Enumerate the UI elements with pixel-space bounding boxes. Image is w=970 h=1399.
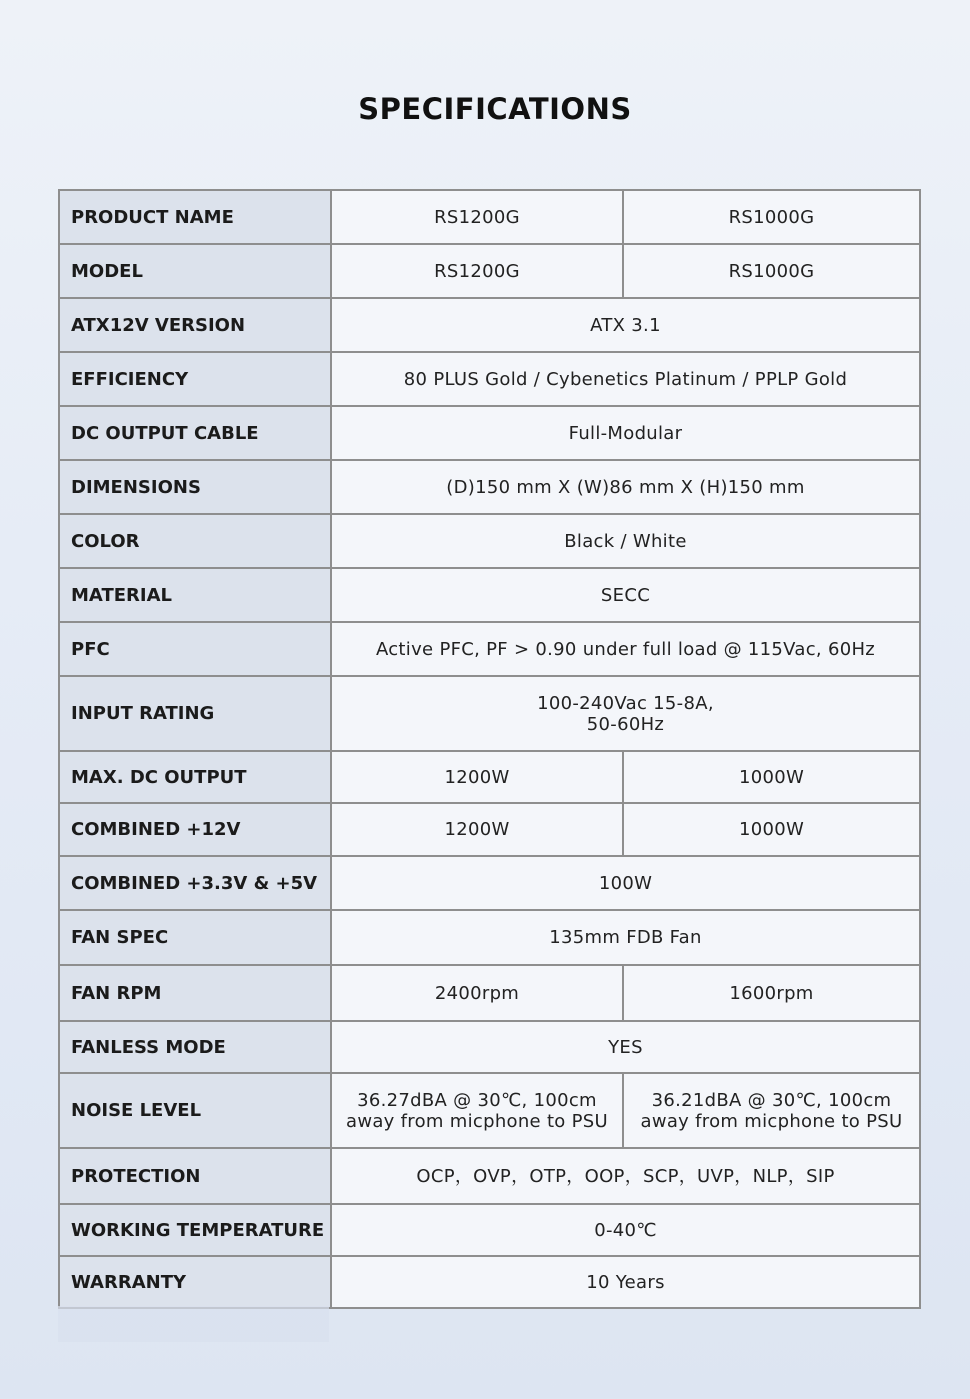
spec-label: COMBINED +12V — [59, 803, 331, 856]
spec-label: INPUT RATING — [59, 676, 331, 751]
spec-value: 1600rpm — [623, 965, 920, 1021]
spec-value: YES — [331, 1021, 920, 1073]
spec-label: WORKING TEMPERATURE — [59, 1204, 331, 1256]
spec-value: RS1000G — [623, 244, 920, 298]
spec-value: Full-Modular — [331, 406, 920, 460]
spec-row — [59, 1073, 920, 1148]
spec-label: PFC — [59, 622, 331, 676]
spec-value: 1200W — [331, 803, 623, 856]
spec-value: RS1000G — [623, 190, 920, 244]
spec-value-line: 36.21dBA @ 30℃, 100cm — [651, 1089, 892, 1111]
spec-value: RS1200G — [331, 244, 623, 298]
spec-value: SECC — [331, 568, 920, 622]
spec-label: WARRANTY — [59, 1256, 331, 1308]
spec-value: Black / White — [331, 514, 920, 568]
spec-value-line: away from micphone to PSU — [346, 1110, 608, 1132]
decorative-strip — [58, 1306, 329, 1342]
spec-label: MODEL — [59, 244, 331, 298]
spec-row — [59, 856, 920, 910]
spec-table — [58, 189, 921, 1309]
spec-row — [59, 190, 920, 244]
spec-value-line: 36.27dBA @ 30℃, 100cm — [357, 1089, 597, 1111]
spec-row — [59, 298, 920, 352]
spec-value: 1000W — [623, 803, 920, 856]
spec-row — [59, 514, 920, 568]
spec-table-body — [59, 190, 920, 1308]
spec-label: NOISE LEVEL — [59, 1073, 331, 1148]
spec-label: MAX. DC OUTPUT — [59, 751, 331, 803]
spec-value: 0-40℃ — [331, 1204, 920, 1256]
spec-value: RS1200G — [331, 190, 623, 244]
spec-value-line: 100-240Vac 15-8A, — [537, 692, 714, 714]
spec-value — [623, 1073, 920, 1148]
spec-row — [59, 1148, 920, 1204]
spec-row — [59, 460, 920, 514]
spec-label: ATX12V VERSION — [59, 298, 331, 352]
spec-label: COLOR — [59, 514, 331, 568]
spec-value: 100W — [331, 856, 920, 910]
spec-value: 80 PLUS Gold / Cybenetics Platinum / PPLP Gold — [331, 352, 920, 406]
spec-value: 1000W — [623, 751, 920, 803]
spec-row — [59, 352, 920, 406]
spec-label: PRODUCT NAME — [59, 190, 331, 244]
spec-label: MATERIAL — [59, 568, 331, 622]
spec-row — [59, 965, 920, 1021]
spec-row — [59, 751, 920, 803]
spec-row — [59, 406, 920, 460]
spec-label: FAN RPM — [59, 965, 331, 1021]
spec-value-line: away from micphone to PSU — [640, 1110, 903, 1132]
spec-label: DIMENSIONS — [59, 460, 331, 514]
spec-label: EFFICIENCY — [59, 352, 331, 406]
spec-row — [59, 803, 920, 856]
spec-value: Active PFC, PF > 0.90 under full load @ 115Vac, 60Hz — [331, 622, 920, 676]
spec-value: 10 Years — [331, 1256, 920, 1308]
spec-value — [331, 676, 920, 751]
spec-value: 1200W — [331, 751, 623, 803]
spec-value: OCP，OVP，OTP，OOP，SCP，UVP，NLP，SIP — [331, 1148, 920, 1204]
spec-label: COMBINED +3.3V & +5V — [59, 856, 331, 910]
spec-row — [59, 622, 920, 676]
spec-label: FANLESS MODE — [59, 1021, 331, 1073]
spec-row — [59, 1256, 920, 1308]
spec-label: DC OUTPUT CABLE — [59, 406, 331, 460]
spec-row — [59, 910, 920, 965]
spec-value: 135mm FDB Fan — [331, 910, 920, 965]
spec-row — [59, 244, 920, 298]
spec-value: (D)150 mm X (W)86 mm X (H)150 mm — [331, 460, 920, 514]
spec-value-line: 50-60Hz — [586, 713, 665, 735]
page-title: SPECIFICATIONS — [358, 92, 632, 126]
spec-row — [59, 568, 920, 622]
spec-label: FAN SPEC — [59, 910, 331, 965]
spec-row — [59, 1204, 920, 1256]
spec-row — [59, 676, 920, 751]
spec-value — [331, 1073, 623, 1148]
spec-label: PROTECTION — [59, 1148, 331, 1204]
spec-value: ATX 3.1 — [331, 298, 920, 352]
spec-value: 2400rpm — [331, 965, 623, 1021]
spec-row — [59, 1021, 920, 1073]
